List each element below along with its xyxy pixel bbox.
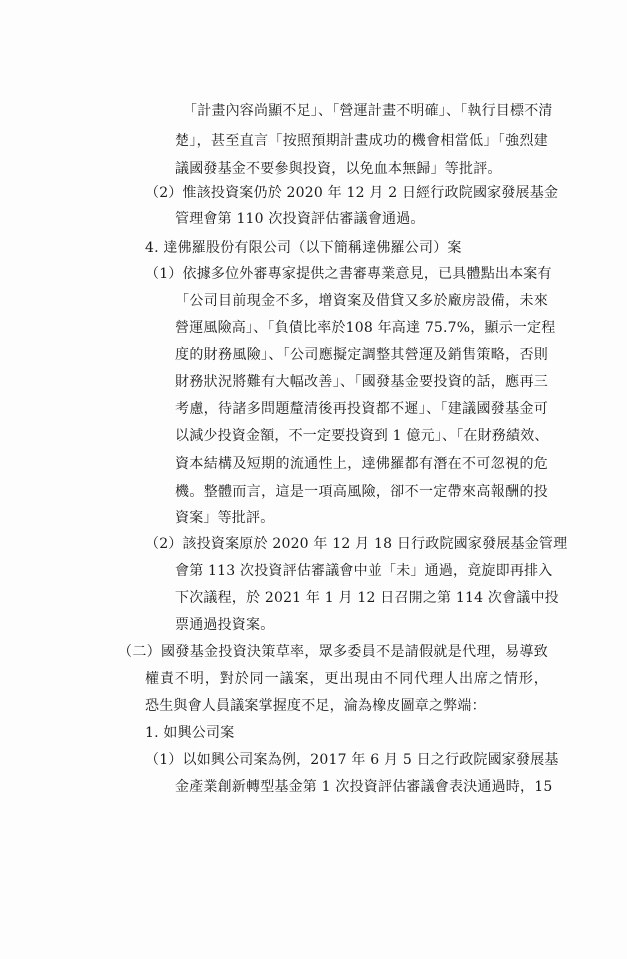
text-line: 管理會第 110 次投資評估審議會通過。 — [175, 211, 425, 227]
text-line: 恐生與會人員議案掌握度不足，淪為橡皮圖章之弊端： — [145, 698, 486, 714]
text-line: 下次議程，於 2021 年 1 月 12 日召開之第 114 次會議中投 — [175, 590, 559, 606]
text-line: 金產業創新轉型基金第 1 次投資評估審議會表決通過時，15 — [175, 779, 553, 795]
text-line: 楚」，甚至直言「按照預期計畫成功的機會相當低」「強烈建 — [175, 133, 548, 149]
text-line: 權責不明，對於同一議案，更出現由不同代理人出席之情形， — [145, 671, 548, 687]
text-line: （1）以如興公司案為例，2017 年 6 月 5 日之行政院國家發展基 — [145, 752, 559, 768]
text-line: 財務狀況將難有大幅改善」、「國發基金要投資的話，應再三 — [175, 374, 548, 390]
text-line: （2）惟該投資案仍於 2020 年 12 月 2 日經行政院國家發展基金 — [145, 185, 559, 201]
text-line: 度的財務風險」、「公司應擬定調整其營運及銷售策略，否則 — [175, 347, 548, 363]
text-line: 以減少投資金額，不一定要投資到 1 億元」、「在財務績效、 — [175, 428, 549, 444]
text-line: 考慮，待諸多問題釐清後再投資都不遲」、「建議國發基金可 — [175, 401, 548, 417]
text-line: 機。整體而言，這是一項高風險，卻不一定帶來高報酬的投 — [175, 484, 548, 500]
text-line: 議國發基金不要參與投資，以免血本無歸」等批評。 — [175, 161, 502, 177]
text-line: （1）依據多位外審專家提供之書審專業意見，已具體點出本案有 — [145, 266, 552, 282]
text-line: 資案」等批評。 — [175, 510, 275, 526]
section-heading: 1. 如興公司案 — [145, 725, 235, 741]
text-line: 營運風險高」、「負債比率於108 年高達 75.7%，顯示一定程 — [175, 320, 556, 336]
text-line: （2）該投資案原於 2020 年 12 月 18 日行政院國家發展基金管理 — [145, 536, 568, 552]
section-heading: 4. 達佛羅股份有限公司（以下簡稱達佛羅公司）案 — [145, 240, 462, 256]
text-line: 票通過投資案。 — [175, 617, 275, 633]
text-line: 「計畫內容尚顯不足」、「營運計畫不明確」、「執行目標不清 — [183, 103, 553, 119]
text-line: 「公司目前現金不多，增資案及借貸又多於廠房設備，未來 — [175, 293, 548, 309]
text-line: 會第 113 次投資評估審議會中並「未」通過，竟旋即再排入 — [175, 563, 553, 579]
section-heading: （二）國發基金投資決策草率，眾多委員不是請假就是代理，易導致 — [118, 644, 548, 660]
text-line: 資本結構及短期的流通性上，達佛羅都有潛在不可忽視的危 — [175, 456, 548, 472]
